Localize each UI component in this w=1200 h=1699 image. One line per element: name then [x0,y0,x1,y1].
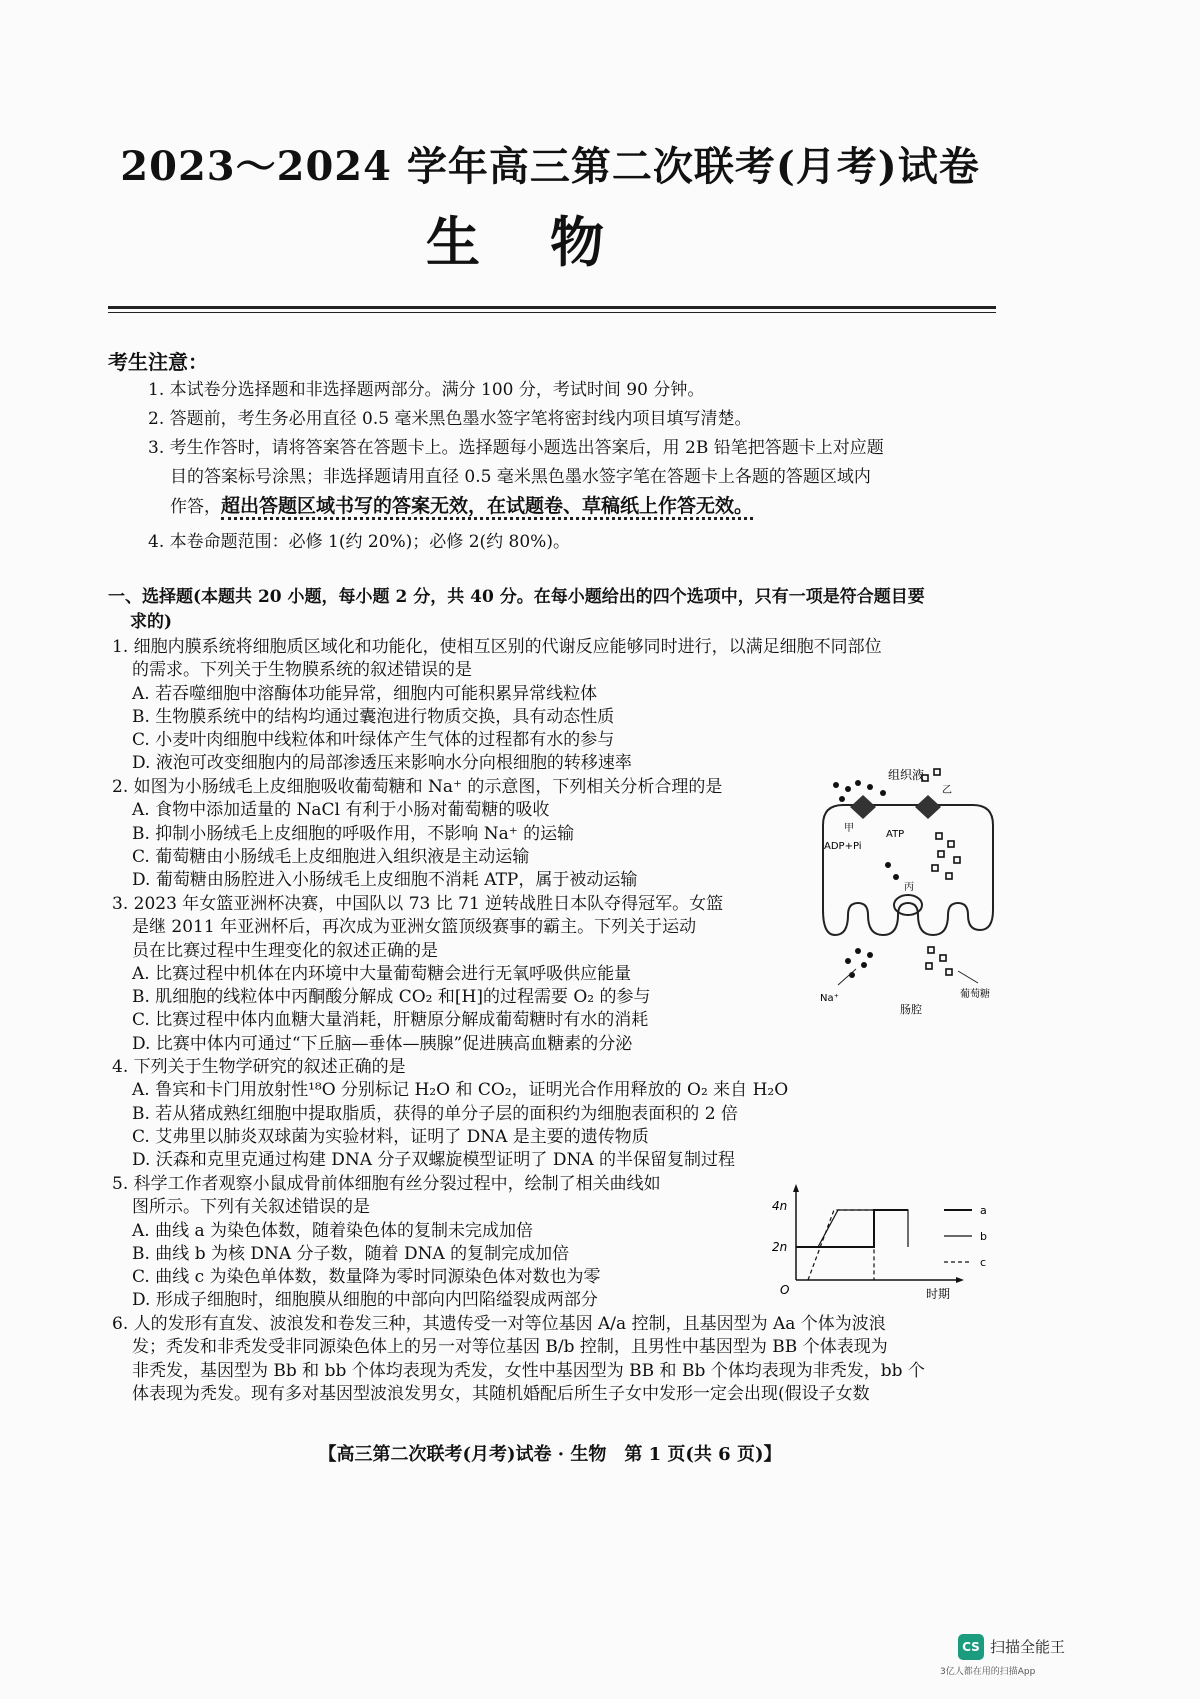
protein-bing-icon [894,895,922,915]
glucose-pointer [958,971,978,983]
question-6 [112,1313,992,1406]
curve-a [796,1210,908,1247]
page-footer: 【高三第二次联考(月考)试卷 · 生物 第 1 页(共 6 页)】 [318,1444,782,1465]
notice-item-3-cont: 目的答案标号涂黑；非选择题请用直径 0.5 毫米黑色墨水签字笔在答题卡上各题的答题区域内 [170,467,871,487]
q3-option-d: D. 比赛中体内可通过“下丘脑—垂体—胰腺”促进胰高血糖素的分泌 [132,1033,633,1054]
q6-line-1: 6. 人的发形有直发、波浪发和卷发三种，其遗传受一对等位基因 A/a 控制，且基因型为 Aa 个体为波浪 [112,1314,886,1334]
notice-item-4: 4. 本卷命题范围：必修 1(约 20%)；必修 2(约 80%)。 [148,532,570,552]
notice-item-3-tail [148,492,998,522]
q2-option-d: D. 葡萄糖由肠腔进入小肠绒毛上皮细胞不消耗 ATP，属于被动运输 [132,870,638,891]
protein-yi-icon [915,795,941,819]
q2-stem: 2. 如图为小肠绒毛上皮细胞吸收葡萄糖和 Na⁺ 的示意图，下列相关分析合理的是 [112,777,723,797]
label-yi: 乙 [942,785,952,796]
q1-option-b: B. 生物膜系统中的结构均通过囊泡进行物质交换，具有动态性质 [132,706,615,727]
q5-option-b: B. 曲线 b 为核 DNA 分子数，随着 DNA 的复制完成加倍 [132,1243,570,1264]
curve-b [796,1210,908,1247]
protein-jia-icon [850,795,876,819]
section-heading-line2: 求的) [130,612,173,632]
notice-item-2: 2. 答题前，考生务必用直径 0.5 毫米黑色墨水签字笔将密封线内项目填写清楚。 [148,409,752,429]
q3-option-a: A. 比赛过程中机体在内环境中大量葡萄糖会进行无氧呼吸供应能量 [132,963,632,984]
q3-stem-1: 3. 2023 年女篮亚洲杯决赛，中国队以 73 比 71 逆转战胜日本队夺得冠军。女篮 [112,894,724,914]
q6-line-2: 发；秃发和非秃发受非同源染色体上的另一对等位基因 B/b 控制，且男性中基因型为 BB 个体表现为 [132,1337,888,1358]
question-4 [112,1056,992,1172]
x-axis-arrow-icon [956,1277,964,1283]
q3-option-b: B. 肌细胞的线粒体中丙酮酸分解成 CO₂ 和[H]的过程需要 O₂ 的参与 [132,987,651,1008]
label-jia: 甲 [844,823,854,834]
q4-stem: 4. 下列关于生物学研究的叙述正确的是 [112,1057,406,1077]
legend-c: c [980,1256,987,1269]
label-bing: 丙 [904,882,914,893]
notice-emphasis: 超出答题区域书写的答案无效，在试题卷、草稿纸上作答无效。 [221,495,753,520]
q2-option-a: A. 食物中添加适量的 NaCl 有利于小肠对葡萄糖的吸收 [132,800,550,821]
q4-option-c: C. 艾弗里以肺炎双球菌为实验材料，证明了 DNA 是主要的遗传物质 [132,1126,649,1147]
q5-option-a: A. 曲线 a 为染色体数，随着染色体的复制未完成加倍 [132,1220,534,1241]
legend-b: b [980,1230,987,1243]
header-rule-thick [108,306,996,309]
q5-stem-2: 图所示。下列有关叙述错误的是 [132,1197,370,1218]
q5-option-c: C. 曲线 c 为染色单体数，数量降为零时同源染色体对数也为零 [132,1267,601,1288]
q2-option-b: B. 抑制小肠绒毛上皮细胞的呼吸作用，不影响 Na⁺ 的运输 [132,823,575,844]
q6-line-4: 体表现为秃发。现有多对基因型波浪发男女，其随机婚配后所生子女中发形一定会出现(假设子女数 [132,1383,870,1404]
q4-option-d: D. 沃森和克里克通过构建 DNA 分子双螺旋模型证明了 DNA 的半保留复制过程 [132,1150,736,1171]
question-2 [112,776,802,892]
q2-option-c: C. 葡萄糖由小肠绒毛上皮细胞进入组织液是主动运输 [132,846,530,867]
cell-diagram [808,765,1008,1015]
question-5 [112,1173,802,1313]
q1-stem-1: 1. 细胞内膜系统将细胞质区域化和功能化，使相互区别的代谢反应能够同时进行，以满足细胞不同部位 [112,637,882,657]
exam-title: 2023～2024 学年高三第二次联考(月考)试卷 [120,143,980,190]
exam-subject: 生物 [426,210,674,274]
q1-option-a: A. 若吞噬细胞中溶酶体功能异常，细胞内可能积累异常线粒体 [132,683,598,704]
section-heading-line1: 一、选择题(本题共 20 小题，每小题 2 分，共 40 分。在每小题给出的四个选项中，只有一项是符合题目要 [108,587,925,607]
label-tissue-fluid: 组织液 [887,768,925,782]
notice-item-3-tail-prefix: 作答， [170,497,221,517]
y-axis-arrow-icon [793,1184,799,1192]
q6-line-3: 非秃发，基因型为 Bb 和 bb 个体均表现为秃发，女性中基因型为 BB 和 Bb 个体均表现为非秃发，bb 个 [132,1360,925,1381]
q1-stem-2: 的需求。下列关于生物膜系统的叙述错误的是 [132,660,472,681]
scanner-watermark [958,1634,1088,1662]
label-adp: ADP+Pi [824,841,862,852]
scanner-tagline: 3亿人都在用的扫描App [940,1667,1036,1677]
x-axis-label: 时期 [926,1287,951,1301]
notice-list [148,376,998,557]
question-1 [112,636,992,776]
label-atp: ATP [886,829,905,840]
q3-option-c: C. 比赛过程中体内血糖大量消耗，肝糖原分解成葡萄糖时有水的消耗 [132,1010,649,1031]
q5-stem-1: 5. 科学工作者观察小鼠成骨前体细胞有丝分裂过程中，绘制了相关曲线如 [112,1174,661,1194]
curve-c [808,1210,874,1280]
notice-item-3: 3. 考生作答时，请将答案答在答题卡上。选择题每小题选出答案后，用 2B 铅笔把答题卡上对应题 [148,438,884,458]
mitosis-chart [768,1180,1008,1305]
q3-stem-2: 是继 2011 年亚洲杯后，再次成为亚洲女篮顶级赛事的霸主。下列关于运动 [132,917,697,938]
q1-option-d: D. 液泡可改变细胞内的局部渗透压来影响水分向根细胞的转移速率 [132,753,632,774]
label-intestine: 肠腔 [900,1003,922,1015]
origin-label: O [780,1283,790,1297]
q4-option-a: A. 鲁宾和卡门用放射性¹⁸O 分别标记 H₂O 和 CO₂，证明光合作用释放的 O₂ 来自 H₂O [132,1080,789,1101]
label-glucose: 葡萄糖 [960,989,990,1000]
label-sodium: Na⁺ [820,993,839,1004]
scanner-name: 扫描全能王 [990,1638,1066,1656]
legend-a: a [980,1204,987,1217]
section-heading [108,585,998,635]
header-rule-thin [108,312,996,313]
notice-item-1: 1. 本试卷分选择题和非选择题两部分。满分 100 分，考试时间 90 分钟。 [148,380,705,400]
scanner-logo-icon: CS [958,1634,984,1660]
q5-option-d: D. 形成子细胞时，细胞膜从细胞的中部向内凹陷缢裂成两部分 [132,1290,598,1311]
q1-option-c: C. 小麦叶肉细胞中线粒体和叶绿体产生气体的过程都有水的参与 [132,730,615,751]
q3-stem-3: 员在比赛过程中生理变化的叙述正确的是 [132,940,438,961]
q4-option-b: B. 若从猪成熟红细胞中提取脂质，获得的单分子层的面积约为细胞表面积的 2 倍 [132,1103,738,1124]
y-tick-4n: 4n [772,1199,788,1213]
notice-heading: 考生注意： [108,350,208,374]
y-tick-2n: 2n [772,1240,788,1254]
